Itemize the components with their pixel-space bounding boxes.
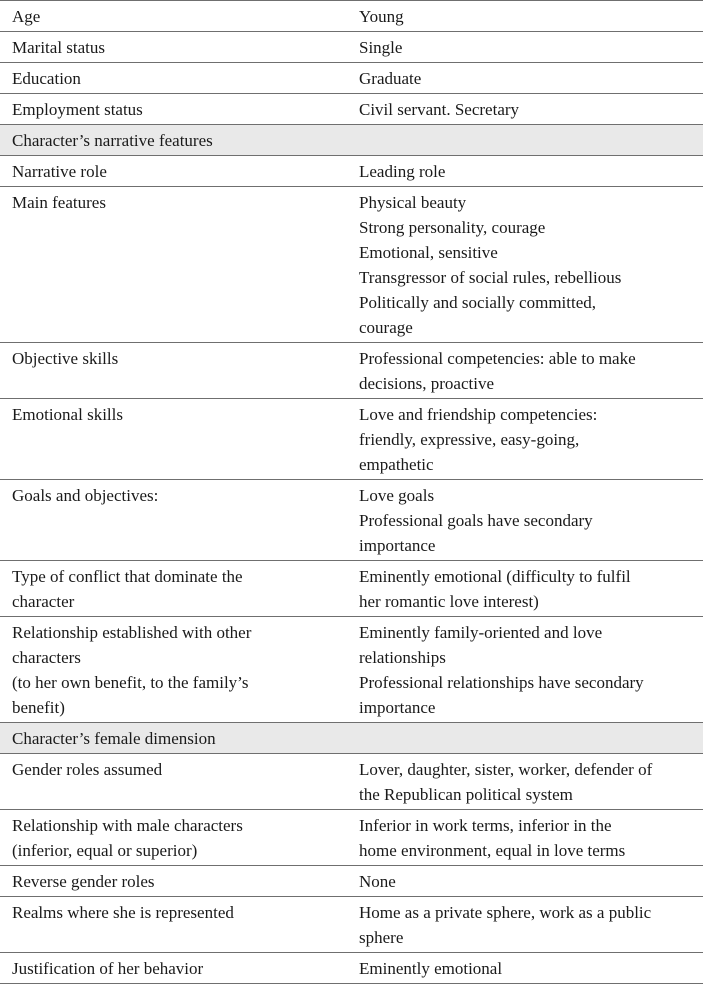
table-row <box>0 63 703 94</box>
row-label-cell <box>0 617 347 723</box>
row-value-text: Strong personality, courage <box>359 218 546 237</box>
row-value-text: her romantic love interest) <box>359 592 539 611</box>
row-label-text: character <box>12 592 75 611</box>
section-header-text: Character’s female dimension <box>12 729 216 748</box>
row-label-text: Goals and objectives: <box>12 486 159 505</box>
row-value-text: Professional goals have secondary <box>359 511 593 530</box>
section-header <box>0 723 703 754</box>
row-value-text: Graduate <box>359 69 422 88</box>
section-header <box>0 125 703 156</box>
row-value-cell <box>347 810 703 866</box>
section-header-row <box>0 723 703 754</box>
row-label-cell <box>0 156 347 187</box>
table-row <box>0 810 703 866</box>
row-label-cell <box>0 953 347 984</box>
table-row <box>0 1 703 32</box>
table-row <box>0 754 703 810</box>
row-label-cell <box>0 94 347 125</box>
row-value-text: Love goals <box>359 486 435 505</box>
table-row <box>0 343 703 399</box>
row-label-cell <box>0 399 347 480</box>
row-value-text: Eminently emotional <box>359 959 503 978</box>
row-label-cell <box>0 187 347 343</box>
row-label-text: Relationship established with other <box>12 623 252 642</box>
row-value-cell <box>347 399 703 480</box>
row-label-text: Age <box>12 7 41 26</box>
row-label-text: Main features <box>12 193 106 212</box>
row-value-text: Inferior in work terms, inferior in the <box>359 816 612 835</box>
row-label-text: Realms where she is represented <box>12 903 234 922</box>
row-value-text: Civil servant. Secretary <box>359 100 520 119</box>
row-value-cell <box>347 63 703 94</box>
row-label-text: Justification of her behavior <box>12 959 204 978</box>
row-value-text: friendly, expressive, easy-going, <box>359 430 580 449</box>
row-value-cell <box>347 897 703 953</box>
row-label-text: Emotional skills <box>12 405 123 424</box>
table-row <box>0 897 703 953</box>
row-value-cell <box>347 32 703 63</box>
row-label-cell <box>0 343 347 399</box>
table-row <box>0 156 703 187</box>
row-label-text: Type of conflict that dominate the <box>12 567 243 586</box>
row-value-text: courage <box>359 318 413 337</box>
table-row <box>0 187 703 343</box>
table-row <box>0 617 703 723</box>
row-value-cell <box>347 617 703 723</box>
row-label-text: benefit) <box>12 698 65 717</box>
section-header-row <box>0 125 703 156</box>
row-label-text: Employment status <box>12 100 143 119</box>
row-value-cell <box>347 561 703 617</box>
row-value-text: Leading role <box>359 162 446 181</box>
row-label-text: Reverse gender roles <box>12 872 155 891</box>
row-label-cell <box>0 810 347 866</box>
section-header-text: Character’s narrative features <box>12 131 213 150</box>
row-value-text: Transgressor of social rules, rebellious <box>359 268 622 287</box>
row-value-text: the Republican political system <box>359 785 573 804</box>
table-row <box>0 953 703 984</box>
row-label-cell <box>0 480 347 561</box>
row-value-cell <box>347 754 703 810</box>
row-label-text: characters <box>12 648 81 667</box>
table-row <box>0 866 703 897</box>
row-value-text: Eminently emotional (difficulty to fulfil <box>359 567 631 586</box>
row-label-text: Education <box>12 69 81 88</box>
row-value-text: Eminently family-oriented and love <box>359 623 603 642</box>
row-label-text: Marital status <box>12 38 106 57</box>
row-label-cell <box>0 754 347 810</box>
row-value-cell <box>347 480 703 561</box>
table-row <box>0 94 703 125</box>
row-label-text: Narrative role <box>12 162 107 181</box>
table-row <box>0 480 703 561</box>
row-label-cell <box>0 1 347 32</box>
row-value-text: Politically and socially committed, <box>359 293 597 312</box>
row-value-cell <box>347 94 703 125</box>
table-row <box>0 561 703 617</box>
table-row <box>0 399 703 480</box>
row-value-text: Professional competencies: able to make <box>359 349 636 368</box>
row-value-cell <box>347 156 703 187</box>
row-value-text: Home as a private sphere, work as a public <box>359 903 652 922</box>
row-value-text: importance <box>359 536 436 555</box>
row-value-text: sphere <box>359 928 404 947</box>
row-label-cell <box>0 63 347 94</box>
row-label-cell <box>0 561 347 617</box>
row-value-text: Single <box>359 38 403 57</box>
row-value-cell <box>347 187 703 343</box>
row-value-cell <box>347 1 703 32</box>
row-value-cell <box>347 953 703 984</box>
row-value-text: None <box>359 872 396 891</box>
row-label-text: (to her own benefit, to the family’s <box>12 673 249 692</box>
row-value-text: home environment, equal in love terms <box>359 841 626 860</box>
row-value-text: Physical beauty <box>359 193 467 212</box>
row-label-text: Objective skills <box>12 349 119 368</box>
row-label-text: Gender roles assumed <box>12 760 163 779</box>
row-value-text: Young <box>359 7 404 26</box>
table-row <box>0 32 703 63</box>
row-value-text: Emotional, sensitive <box>359 243 498 262</box>
table-body <box>0 1 703 984</box>
row-label-text: Relationship with male characters <box>12 816 243 835</box>
row-label-cell <box>0 897 347 953</box>
row-label-cell <box>0 32 347 63</box>
row-label-text: (inferior, equal or superior) <box>12 841 198 860</box>
row-value-text: decisions, proactive <box>359 374 495 393</box>
row-value-cell <box>347 343 703 399</box>
row-value-text: Lover, daughter, sister, worker, defender of <box>359 760 653 779</box>
row-value-text: importance <box>359 698 436 717</box>
row-value-text: relationships <box>359 648 446 667</box>
row-label-cell <box>0 866 347 897</box>
row-value-text: empathetic <box>359 455 434 474</box>
row-value-text: Professional relationships have secondary <box>359 673 644 692</box>
row-value-cell <box>347 866 703 897</box>
row-value-text: Love and friendship competencies: <box>359 405 598 424</box>
